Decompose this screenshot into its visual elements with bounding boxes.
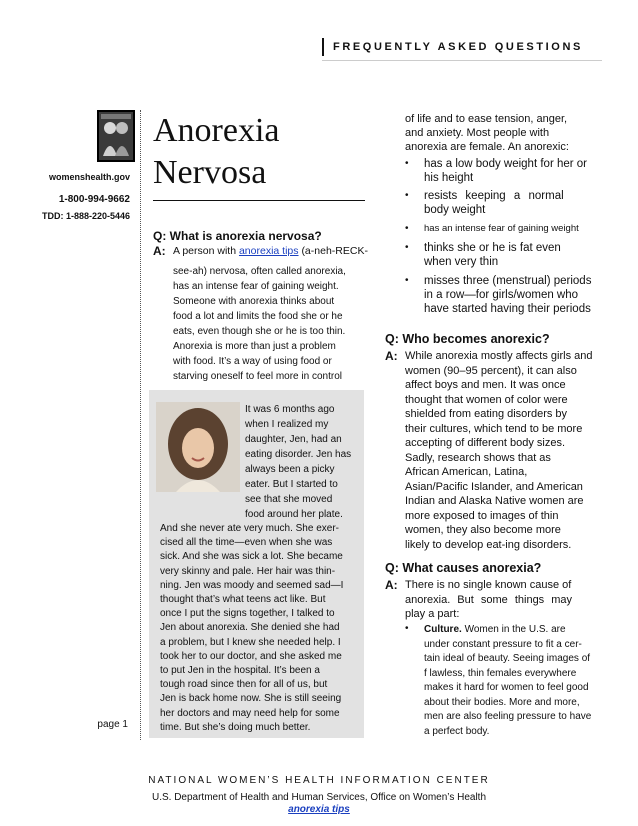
- answer-2-line: women (90–95 percent), it can also: [405, 364, 577, 377]
- story-line: eater. But I started to: [245, 479, 338, 490]
- bullet-icon: •: [405, 242, 409, 253]
- footer-anorexia-tips-link[interactable]: anorexia tips: [288, 804, 350, 815]
- question-3: Q: What causes anorexia?: [385, 561, 542, 575]
- womenshealth-logo: [97, 110, 135, 162]
- story-body: [160, 522, 365, 735]
- document-title: [153, 110, 368, 194]
- story-line: Jen about anorexia. She denied she had: [160, 622, 340, 634]
- story-intro: [245, 402, 360, 522]
- answer-2-line: Asian/Pacific Islander, and American: [405, 480, 583, 493]
- answer-2-line: their cultures, which tend to be more: [405, 422, 583, 435]
- list-item: [405, 222, 610, 236]
- bullet-icon: •: [405, 223, 409, 234]
- answer-2-line: Indian and Alaska Native women are: [405, 495, 584, 507]
- answer-1-body: [173, 264, 368, 384]
- col2-intro: [405, 112, 610, 154]
- bullet-line: misses three (menstrual) periods: [424, 275, 592, 287]
- culture-line: men are also feeling pressure to have: [424, 711, 592, 722]
- title-line-1: Anorexia: [153, 112, 280, 149]
- answer-2-line: women, they also become more: [405, 524, 561, 536]
- answer-2-line: shielded from eating disorders by: [405, 408, 568, 420]
- bullet-line: his height: [424, 172, 474, 184]
- header-divider: [322, 60, 602, 61]
- bullet-icon: •: [405, 158, 409, 169]
- story-line: It was 6 months ago: [245, 404, 335, 415]
- answer-2-line: thought that women of color were: [405, 393, 568, 406]
- story-line: very skinny and pale. Her hair was thin-: [160, 565, 336, 577]
- story-line: her doctors and may need help for some: [160, 707, 340, 719]
- story-line: to put Jen in the hospital. It’s been a: [160, 665, 320, 677]
- list-item: [405, 241, 610, 269]
- culture-label: Culture.: [424, 624, 462, 635]
- story-line: food around her plate.: [245, 509, 343, 520]
- story-line: tough road since then for all of us, but: [160, 679, 328, 691]
- answer-3-line: play a part:: [405, 608, 460, 620]
- site-name: womenshealth.gov: [48, 172, 130, 182]
- story-line: And she never ate very much. She exer-: [160, 523, 339, 534]
- story-line: Jen is back home now. She is still seeing: [160, 693, 342, 705]
- faq-header: FREQUENTLY ASKED QUESTIONS: [322, 38, 613, 56]
- answer-1-line: Anorexia is more than just a problem: [173, 341, 336, 352]
- footer-organization: NATIONAL WOMEN’S HEALTH INFORMATION CENTER: [148, 775, 490, 786]
- footer-department: U.S. Department of Health and Human Services, Office on Women’s Health: [151, 792, 487, 803]
- title-line-2: Nervosa: [153, 154, 267, 191]
- sidebar-divider: [140, 110, 141, 740]
- answer-1-line: with food. It’s a way of using food or: [173, 356, 332, 367]
- answer-3-line: anorexia. But some things may: [405, 593, 573, 606]
- bullet-icon: •: [405, 623, 409, 634]
- answer-1: [153, 244, 368, 384]
- story-line: ning. Jen was moody and seemed sad—I: [160, 579, 344, 591]
- bullet-line: in a row—for girls/women who: [424, 289, 579, 301]
- footer-link: [0, 804, 638, 815]
- answer-2-label: A:: [385, 349, 398, 363]
- story-line: once I put the signs together, I talked to: [160, 608, 335, 620]
- list-item: [405, 157, 610, 185]
- list-item: [405, 274, 610, 316]
- bullet-icon: •: [405, 190, 409, 201]
- story-line: always been a picky: [245, 464, 335, 475]
- culture-line: f lawless, thin females everywhere: [424, 667, 577, 679]
- story-line: a problem, but I knew she needed help. I: [160, 636, 341, 648]
- story-line: see that she moved: [245, 494, 333, 505]
- symptom-list: [405, 157, 610, 316]
- list-item: [405, 189, 610, 217]
- bullet-line: when very thin: [424, 256, 499, 268]
- answer-1-line: has an intense fear of gaining weight.: [173, 281, 339, 292]
- culture-line: under constant pressure to fit a cer-: [424, 638, 582, 650]
- answer-1-pre: A person with: [173, 245, 237, 257]
- bullet-line: body weight: [424, 204, 486, 216]
- culture-line: makes it hard for women to feel good: [424, 682, 589, 693]
- bullet-icon: •: [405, 275, 409, 286]
- mother-photo: [156, 402, 240, 492]
- answer-2-line: While anorexia mostly affects girls and: [405, 350, 593, 362]
- intro-line: and anxiety. Most people with: [405, 127, 550, 139]
- story-line: time. But she’s doing much better.: [160, 721, 311, 733]
- bullet-line: have started having their periods: [424, 303, 591, 315]
- story-line: when I realized my: [245, 419, 329, 430]
- answer-1-label: A:: [153, 244, 166, 258]
- bullet-line: thinks she or he is fat even: [424, 242, 561, 254]
- anorexia-tips-link[interactable]: anorexia tips: [238, 245, 299, 257]
- story-line: thought that’s what teens act like. But: [160, 594, 326, 606]
- answer-1-line: eats, even though she or he is too thin.: [173, 326, 346, 337]
- answer-1-line: Someone with anorexia thinks about: [173, 296, 335, 307]
- page-number: page 1: [97, 719, 128, 730]
- answer-2-line: accepting of different body sizes.: [405, 437, 566, 449]
- answer-2-line: likely to develop eat-ing disorders.: [405, 538, 572, 551]
- answer-1-line: see-ah) nervosa, often called anorexia,: [173, 266, 346, 277]
- answer-3-line: There is no single known cause of: [405, 579, 572, 591]
- bullet-line: resists keeping a normal: [424, 190, 564, 202]
- story-line: eating disorder. Jen has: [245, 449, 352, 460]
- question-2: Q: Who becomes anorexic?: [385, 332, 550, 346]
- story-line: sick. And she was sick a lot. She became: [160, 551, 343, 563]
- bullet-line: has a low body weight for her or: [424, 158, 588, 170]
- culture-line: about their bodies. More and more,: [424, 696, 580, 708]
- story-line: daughter, Jen, had an: [245, 434, 342, 445]
- culture-first: Women in the U.S. are: [464, 624, 566, 635]
- intro-line: anorexia are female. An anorexic:: [405, 141, 569, 153]
- answer-2-line: African American, Latina,: [405, 466, 528, 478]
- culture-line: tain ideal of beauty. Seeing images of: [424, 653, 591, 664]
- answer-1-post: (a-neh-RECK-: [301, 245, 368, 257]
- story-line: took her to our doctor, and she asked me: [160, 650, 342, 662]
- story-line: cised all the time—even when she was: [160, 537, 333, 549]
- answer-1-line: starving oneself to feel more in control: [173, 371, 342, 382]
- phone-number: 1-800-994-9662: [58, 194, 130, 205]
- tdd-number: TDD: 1-888-220-5446: [41, 211, 130, 221]
- culture-line: a perfect body.: [424, 725, 490, 737]
- answer-1-line: food a lot and limits the food she or he: [173, 311, 343, 322]
- intro-line: of life and to ease tension, anger,: [405, 113, 568, 125]
- question-1: Q: What is anorexia nervosa?: [153, 229, 322, 243]
- culture-item: [405, 623, 610, 739]
- answer-3-label: A:: [385, 578, 398, 592]
- answer-2-line: Sadly, research shows that as: [405, 451, 551, 464]
- bullet-line: has an intense fear of gaining weight: [424, 223, 579, 234]
- answer-2-line: more exposed to images of thin: [405, 509, 559, 522]
- answer-2-line: affect boys and men. It was once: [405, 379, 566, 391]
- answer-3: [385, 578, 610, 622]
- answer-2: [385, 349, 610, 552]
- title-rule: [153, 200, 365, 201]
